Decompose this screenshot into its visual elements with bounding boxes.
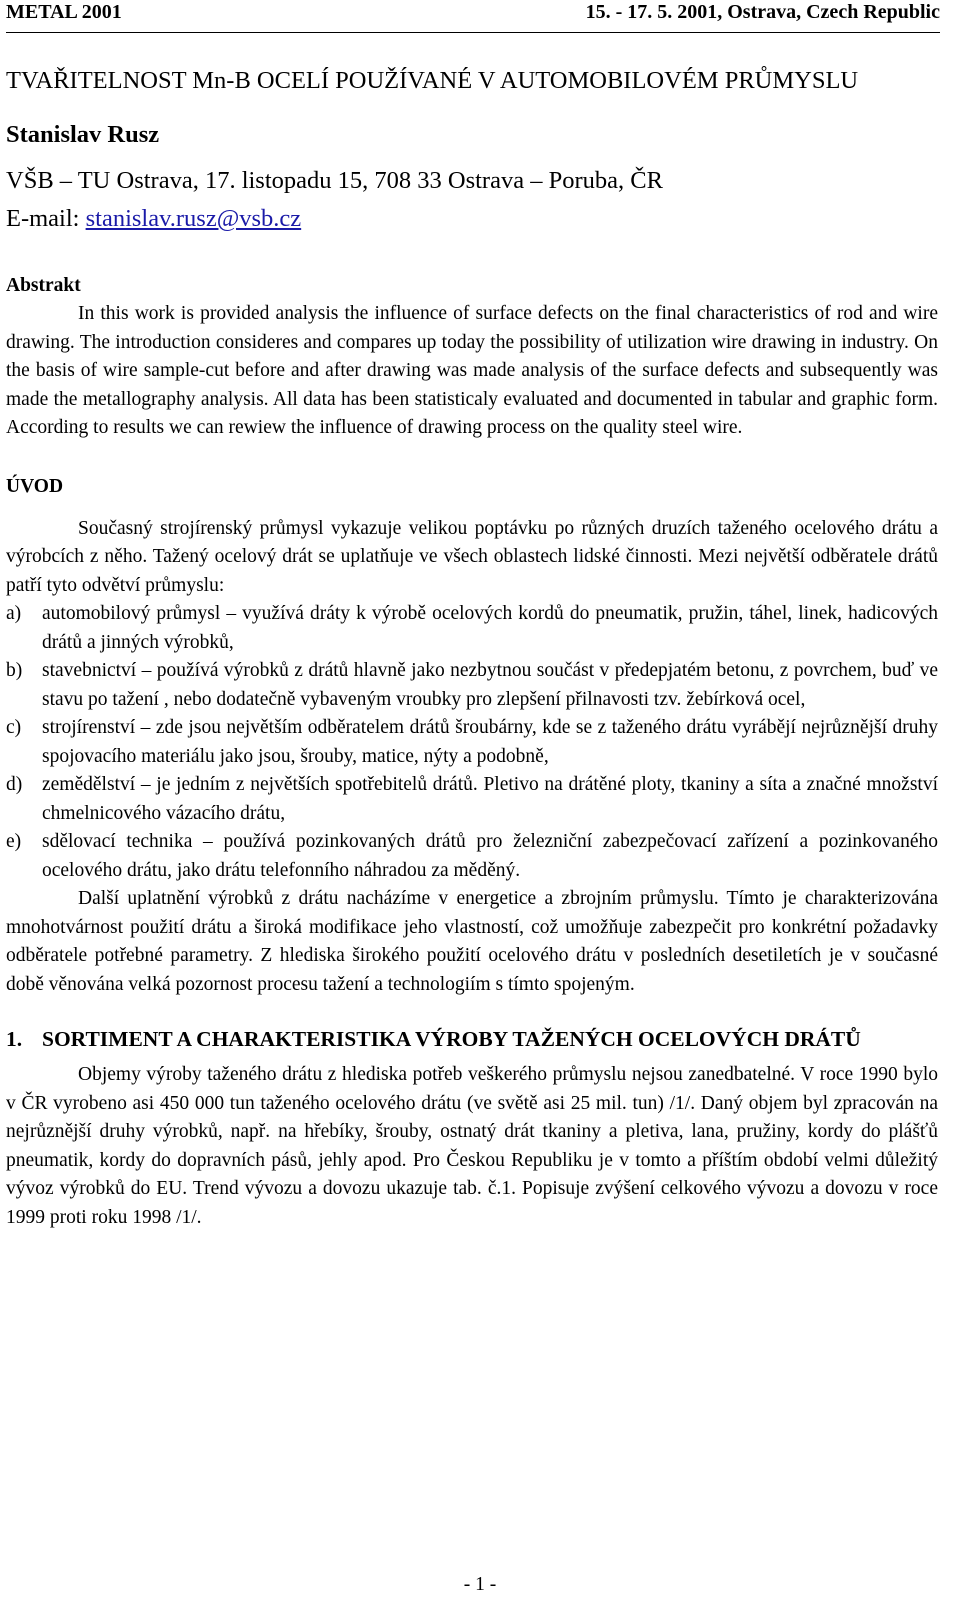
conference-date-place: 15. - 17. 5. 2001, Ostrava, Czech Republic: [585, 1, 940, 23]
abstract-heading: Abstrakt: [6, 275, 81, 296]
industry-list: [6, 600, 938, 885]
intro-heading: ÚVOD: [6, 475, 64, 497]
list-item: b) stavebnictví – používá výrobků z drátů hlavně jako nezbytnou součást v předepjatém betonu, z povrchem, buď ve stavu po tažení , nebo dodatečně vybaveným vroubky pro zlepšení přilnavosti tzv. žebírková ocel,: [6, 660, 938, 710]
list-item: d) zemědělství – je jedním z největších spotřebitelů drátů. Pletivo na drátěné ploty, tkaniny a síta a značné množství chmelnicového vázacího drátu,: [6, 774, 938, 824]
affiliation: VŠB – TU Ostrava, 17. listopadu 15, 708 33 Ostrava – Poruba, ČR: [6, 167, 663, 194]
conference-name: METAL 2001: [6, 1, 122, 23]
intro-paragraph-1: Současný strojírenský průmysl vykazuje velikou poptávku po různých druzích taženého ocelového drátu a výrobcích z něho. Tažený ocelový drát se uplatňuje ve všech oblastech lidské činnosti. Mezi největší odběratele drátů patří tyto odvětví průmyslu:: [6, 517, 938, 596]
section-number: 1.: [6, 1027, 23, 1051]
paper-body: [6, 64, 938, 1232]
list-item: a) automobilový průmysl – využívá dráty k výrobě ocelových kordů do pneumatik, pružin, táhel, linek, hadicových drátů a jinných výrobků,: [6, 603, 938, 653]
section-1-paragraph: Objemy výroby taženého drátu z hlediska potřeb veškerého průmyslu nejsou zanedbatelné. V roce 1990 bylo v ČR vyrobeno asi 450 000 tun taženého ocelového drátu (ve světě asi 25 mil. tun) /1/. Daný objem byl zpracován na nejrůznější druhy výrobků, např. na hřebíky, šrouby, ostnatý drát tkaniny a pletiva, lana, pružiny, kordy do plášťů pneumatik, kordy do dopravních pásů, jehly apod. Pro Českou Republiku je v tomto a příštím období velmi důležitý vývoz výrobků do EU. Trend vývozu a dovozu ukazuje tab. č.1. Popisuje zvýšení celkového vývozu a dovozu v roce 1999 proti roku 1998 /1/.: [6, 1064, 938, 1228]
email-line: [6, 200, 938, 238]
list-item: e) sdělovací technika – používá pozinkovaných drátů pro železniční zabezpečovací zařízení a pozinkovaného ocelového drátu, jako drátu telefonního náhradou za měděný.: [6, 831, 938, 881]
section-1-heading: [6, 1025, 938, 1053]
author-name: Stanislav Rusz: [6, 121, 160, 148]
list-item: c) strojírenství – zde jsou největším odběratelem drátů šroubárny, kde se z taženého drátu vyrábějí nejrůznější druhy spojovacího materiálu jako jsou, šrouby, matice, nýty a podobně,: [6, 717, 938, 767]
page-number: - 1 -: [463, 1574, 497, 1595]
section-title: SORTIMENT A CHARAKTERISTIKA VÝROBY TAŽENÝCH OCELOVÝCH DRÁTŮ: [42, 1027, 861, 1051]
intro-paragraph-2: Další uplatnění výrobků z drátu nacházíme v energetice a zbrojním průmyslu. Tímto je charakterizována mnohotvárnost použití drátu a široká modifikace jeho vlastností, což umožňuje zabezpečit pro konkrétní požadavky odběratele potřebné parametry. Z hlediska širokého použití ocelového drátu v posledních desetiletích je v současné době věnována velká pozornost procesu tažení a technologiím s tímto spojeným.: [6, 888, 938, 995]
email-label: E-mail:: [6, 205, 86, 232]
abstract-text: In this work is provided analysis the influence of surface defects on the final characteristics of rod and wire drawing. The introduction consideres and compares up today the possibility of utilization wire drawing in industry. On the basis of wire sample-cut before and after drawing was made analysis of the surface defects and subsequently was made the metallography analysis. All data has been statisticaly evaluated and documented in tabular and graphic form. According to results we can rewiew the influence of drawing process on the quality steel wire.: [6, 303, 938, 438]
running-header: [6, 0, 940, 33]
email-link[interactable]: stanislav.rusz@vsb.cz: [85, 205, 302, 232]
paper-title: TVAŘITELNOST Mn-B OCELÍ POUŽÍVANÉ V AUTOMOBILOVÉM PRŮMYSLU: [6, 67, 859, 94]
